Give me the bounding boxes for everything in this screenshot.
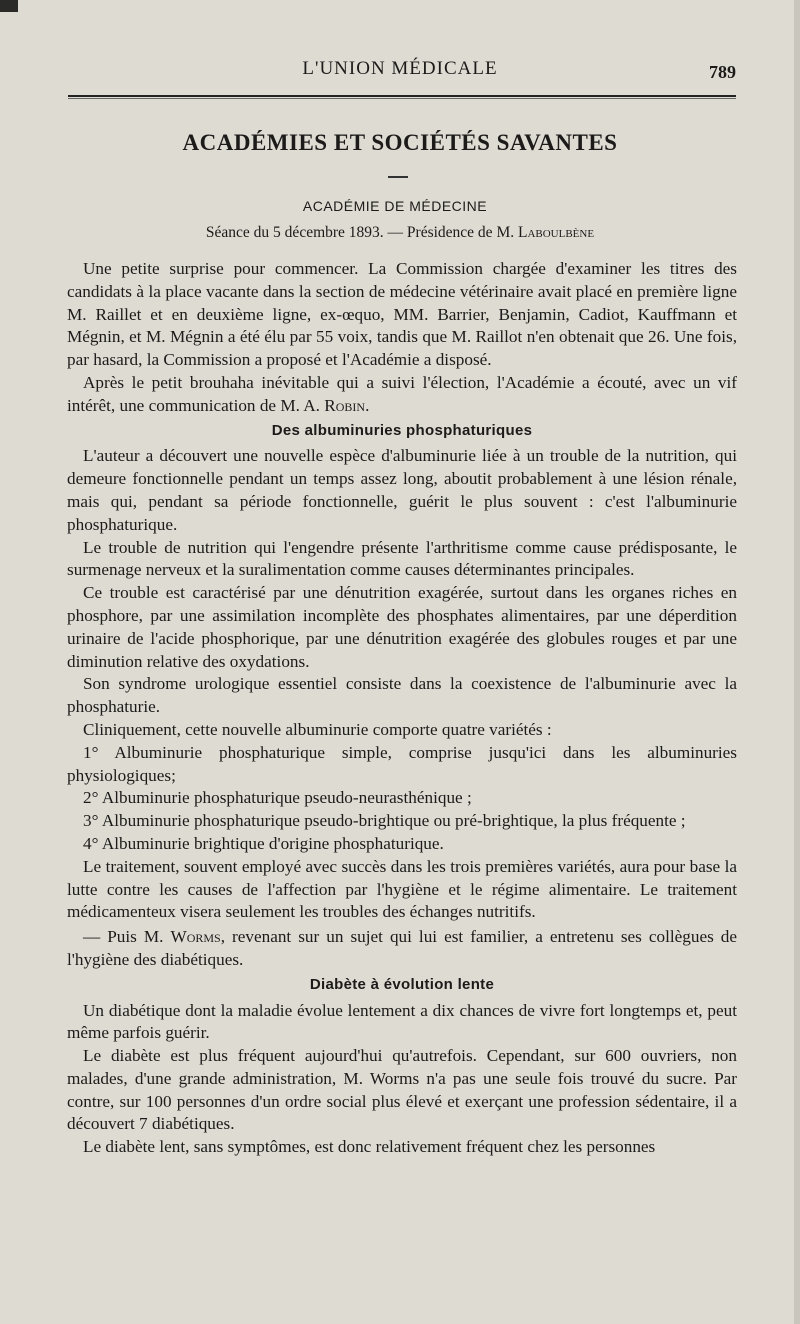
session-president: Laboulbène (517, 224, 595, 241)
heading-albuminuries: Des albuminuries phosphaturiques (271, 421, 533, 439)
paragraph (67, 372, 737, 418)
scan-corner-mark (0, 0, 18, 12)
paragraph-end: . (365, 395, 370, 415)
page-number: 789 (709, 62, 736, 82)
author-name: Worms (170, 927, 221, 947)
running-head (0, 58, 800, 88)
title-separator (388, 176, 408, 178)
section-title: ACADÉMIES ET SOCIÉTÉS SAVANTES (182, 130, 618, 155)
paragraph: Le diabète lent, sans symptômes, est donc relativement fréquent chez les personnes (83, 1137, 656, 1157)
paragraph: Ce trouble est caractérisé par une dénutrition exagérée, surtout dans les organes riches en phosphore, par une assimilation incomplète des phosphates alimentaires, par une déperdition urinaire de l'acide phosphorique, par une dénutrition exagérée des globules rouges et par une diminution relative des oxydations. (67, 583, 737, 671)
paragraph (67, 926, 737, 972)
paragraph: Cliniquement, cette nouvelle albuminurie comporte quatre variétés : (83, 719, 552, 739)
paragraph-text: Après le petit brouhaha inévitable qui a suivi l'élection, l'Académie a écouté, avec un vif intérêt, une communication de M. A. (67, 372, 737, 415)
heading-diabete: Diabète à évolution lente (309, 975, 495, 993)
session-line (0, 224, 800, 242)
page-edge (794, 0, 800, 1324)
paragraph: Une petite surprise pour commencer. La Commission chargée d'examiner les titres des candidats à la place vacante dans la section de médecine vétérinaire avait placé en première ligne M. Raillet et en deuxième ligne, ex-œquo, MM. Barrier, Benjamin, Cadiot, Kauffmann et Mégnin, et M. Mégnin a été élu par 55 voix, tandis que M. Raillot n'en obtenait que 26. Une fois, par hasard, la Commission a proposé et l'Académie a disposé. (67, 259, 737, 370)
paragraph: Le diabète est plus fréquent aujourd'hui qu'autrefois. Cependant, sur 600 ouvriers, non malades, d'une grande administration, M. Worms n'a pas une seule fois trouvé du sucre. Par contre, sur 100 personnes d'un ordre social plus élevé et exerçant une profession sédentaire, il a découvert 7 diabétiques. (67, 1046, 737, 1134)
paragraph: L'auteur a découvert une nouvelle espèce d'albuminurie liée à un trouble de la nutrition, qui demeure fonctionnelle pendant un temps assez long, aboutit probablement à une lésion rénale, mais qui, pendant sa période fonctionnelle, guérit le plus souvent : c'est l'albuminurie phosphaturique. (67, 446, 737, 534)
header-rule-thin (68, 98, 736, 99)
list-item: 2° Albuminurie phosphaturique pseudo-neurasthénique ; (83, 788, 472, 808)
paragraph: Un diabétique dont la maladie évolue lentement a dix chances de vivre fort longtemps et, peut même parfois guérir. (67, 1000, 737, 1043)
journal-title: L'UNION MÉDICALE (302, 58, 498, 79)
paragraph-text: — Puis M. (83, 927, 164, 947)
session-text: Séance du 5 décembre 1893. — Présidence de M. (205, 224, 515, 241)
paragraph: Son syndrome urologique essentiel consiste dans la coexistence de l'albuminurie avec la phosphaturie. (67, 674, 737, 717)
list-item: 4° Albuminurie brightique d'origine phosphaturique. (83, 833, 444, 853)
list-item: 3° Albuminurie phosphaturique pseudo-brightique ou pré-brightique, la plus fréquente ; (83, 811, 686, 831)
header-rule (68, 95, 736, 97)
subsection-title: ACADÉMIE DE MÉDECINE (302, 198, 488, 214)
list-item: 1° Albuminurie phosphaturique simple, comprise jusqu'ici dans les albuminuries physiologiques; (67, 742, 737, 785)
paragraph: Le traitement, souvent employé avec succès dans les trois premières variétés, aura pour base la lutte contre les causes de l'affection par l'hygiène et le régime alimentaire. Le traitement médicamenteux visera seulement les troubles des échanges nutritifs. (67, 856, 737, 922)
paragraph-text: , revenant sur un sujet qui lui est familier, a entretenu ses collègues de l'hygiène des diabétiques. (67, 927, 738, 969)
article-body (67, 258, 737, 1159)
author-name: Robin (324, 395, 366, 415)
paragraph: Le trouble de nutrition qui l'engendre présente l'arthritisme comme cause prédisposante, le surmenage nerveux et la suralimentation comme causes déterminantes principales. (67, 537, 737, 580)
